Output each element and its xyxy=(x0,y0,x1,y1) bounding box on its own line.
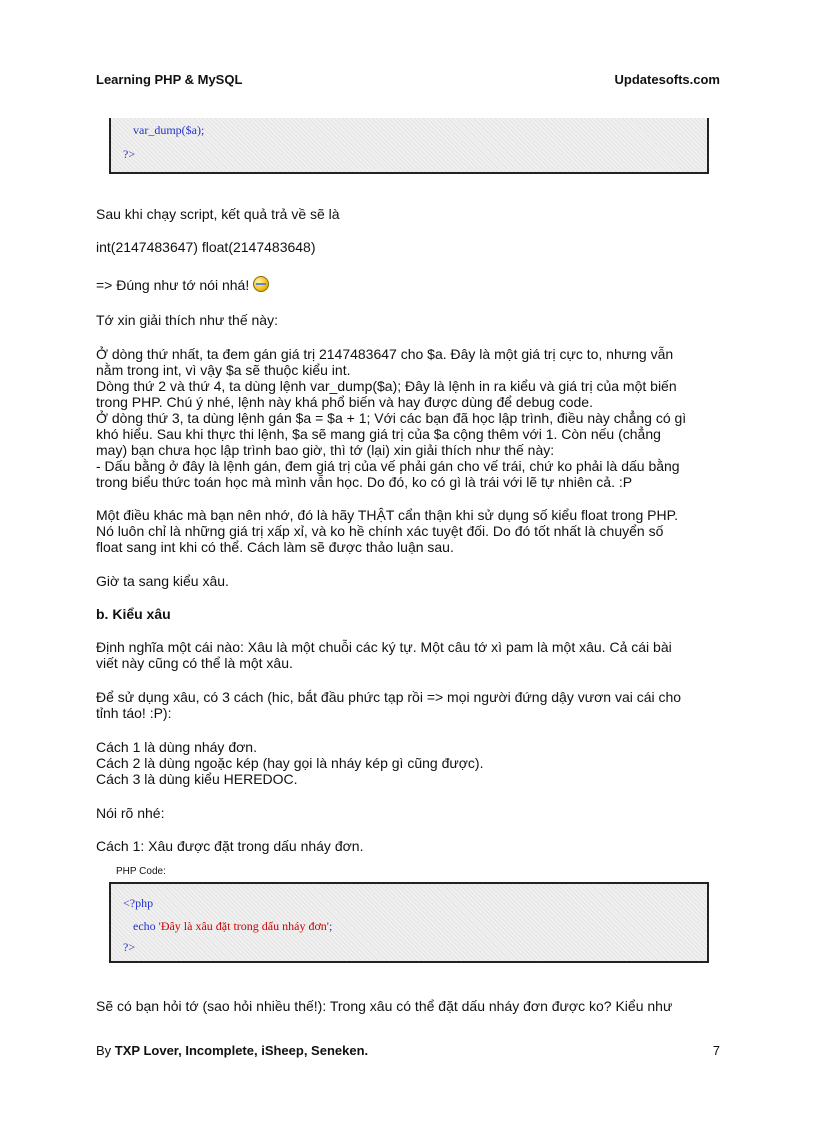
text-line: Định nghĩa một cái nào: Xâu là một chuỗi các ký tự. Một câu tớ xì pam là một xâu. Cả cái bài xyxy=(96,639,672,655)
text-line: trong biểu thức toán học mà mình vẫn học. Do đó, ko có gì là trái với lẽ tự nhiên cả. :P xyxy=(96,474,633,490)
text-line: viết này cũng có thể là một xâu. xyxy=(96,655,293,671)
paragraph: Cách 1: Xâu được đặt trong dấu nháy đơn. xyxy=(96,838,364,854)
text-line: trong PHP. Chú ý nhé, lệnh này khá phổ biến và hay được dùng để debug code. xyxy=(96,394,593,410)
paragraph: Nói rõ nhé: xyxy=(96,805,165,821)
text-line: Một điều khác mà bạn nên nhớ, đó là hãy THẬT cẩn thận khi sử dụng số kiểu float trong PHP. xyxy=(96,507,679,523)
text-line: Dòng thứ 2 và thứ 4, ta dùng lệnh var_dump($a); Đây là lệnh in ra kiểu và giá trị của một biến xyxy=(96,378,677,394)
paragraph-text: => Đúng như tớ nói nhá! xyxy=(96,277,250,293)
paragraph: int(2147483647) float(2147483648) xyxy=(96,239,316,255)
code-label: PHP Code: xyxy=(116,866,166,877)
paragraph: Giờ ta sang kiểu xâu. xyxy=(96,573,229,589)
footer-authors: TXP Lover, Incomplete, iSheep, Seneken. xyxy=(114,1043,369,1058)
code-line: ?> xyxy=(123,147,136,161)
text-line: Cách 1 là dùng nháy đơn. xyxy=(96,739,257,755)
code-block-2 xyxy=(109,882,709,963)
code-line: ?> xyxy=(123,940,136,954)
text-line: Ở dòng thứ 3, ta dùng lệnh gán $a = $a + 1; Với các bạn đã học lập trình, điều này chẳng có gì xyxy=(96,410,687,426)
header-site: Updatesofts.com xyxy=(614,72,720,87)
code-keyword: echo xyxy=(133,919,156,933)
text-line: khó hiểu. Sau khi thực thi lệnh, $a sẽ mang giá trị của $a cộng thêm với 1. Còn nếu (chẳng xyxy=(96,426,661,442)
page-number: 7 xyxy=(712,1043,720,1058)
code-line xyxy=(133,919,332,934)
code-string: 'Đây là xâu đặt trong dấu nháy đơn' xyxy=(158,919,329,933)
paragraph: Sau khi chạy script, kết quả trả về sẽ là xyxy=(96,206,340,222)
text-line: Cách 3 là dùng kiểu HEREDOC. xyxy=(96,771,298,787)
code-block-1 xyxy=(109,118,709,174)
text-line: float sang int khi có thể. Cách làm sẽ được thảo luận sau. xyxy=(96,539,454,555)
smiley-emoticon-icon xyxy=(253,276,269,292)
text-line: Ở dòng thứ nhất, ta đem gán giá trị 2147483647 cho $a. Đây là một giá trị cực to, nhưng vẫn xyxy=(96,346,674,362)
paragraph: Tớ xin giải thích như thế này: xyxy=(96,312,278,328)
text-line: Để sử dụng xâu, có 3 cách (hic, bắt đầu phức tạp rồi => mọi người đứng dậy vươn vai cái cho xyxy=(96,689,682,705)
paragraph xyxy=(96,276,269,293)
text-line: - Dấu bằng ở đây là lệnh gán, đem giá trị của vế phải gán cho vế trái, chứ ko phải là dấu bằng xyxy=(96,458,680,474)
text-line: Cách 2 là dùng ngoặc kép (hay gọi là nháy kép gì cũng được). xyxy=(96,755,484,771)
paragraph: Sẽ có bạn hỏi tớ (sao hỏi nhiều thế!): Trong xâu có thể đặt dấu nháy đơn được ko? Kiểu như xyxy=(96,998,673,1014)
text-line: nằm trong int, vì vậy $a sẽ thuộc kiểu int. xyxy=(96,362,351,378)
footer-prefix: By xyxy=(96,1043,112,1058)
footer-credits xyxy=(96,1043,368,1058)
text-line: may) bạn chưa học lập trình bao giờ, thì tớ (lại) xin giải thích như thế này: xyxy=(96,442,555,458)
header-title: Learning PHP & MySQL xyxy=(96,72,243,87)
text-line: tỉnh táo! :P): xyxy=(96,705,172,721)
code-line: var_dump($a); xyxy=(133,123,205,137)
code-line: <?php xyxy=(123,896,154,910)
section-heading: b. Kiểu xâu xyxy=(96,606,171,622)
text-line: Nó luôn chỉ là những giá trị xấp xỉ, và ko hề chính xác tuyệt đối. Do đó tốt nhất là chuyển số xyxy=(96,523,664,539)
code-semicolon: ; xyxy=(328,919,333,933)
